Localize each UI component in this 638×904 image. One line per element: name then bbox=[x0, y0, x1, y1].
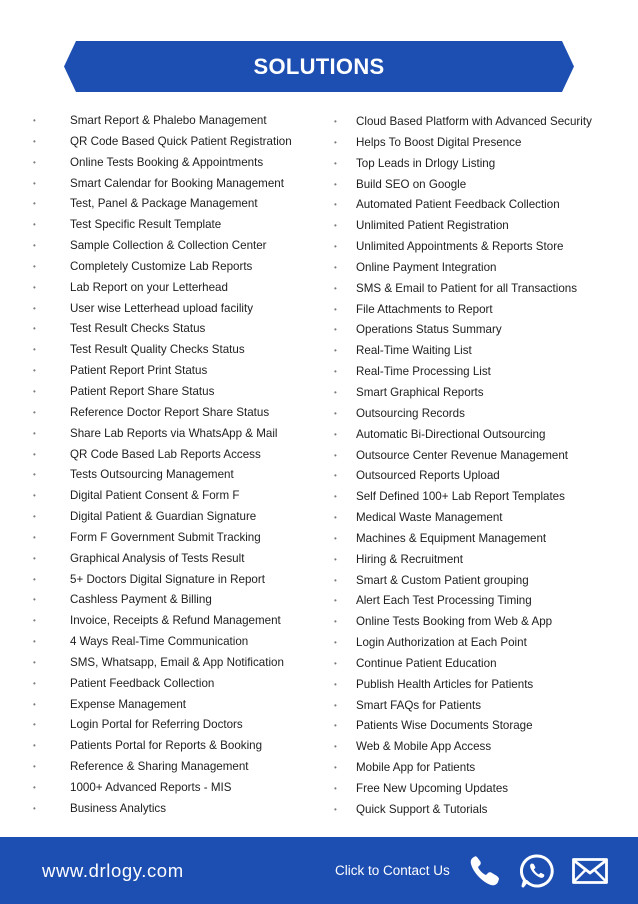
bullet-icon: • bbox=[334, 179, 337, 189]
bullet-icon: • bbox=[33, 199, 36, 209]
list-item bbox=[30, 570, 320, 591]
list-item-label: Patient Report Print Status bbox=[70, 364, 208, 378]
list-item bbox=[30, 778, 320, 799]
bullet-icon: • bbox=[33, 595, 36, 605]
list-item bbox=[331, 175, 631, 196]
bullet-icon: • bbox=[334, 679, 337, 689]
header-banner bbox=[64, 41, 574, 92]
list-item-label: Cashless Payment & Billing bbox=[70, 593, 212, 607]
list-item bbox=[331, 195, 631, 216]
bullet-icon: • bbox=[334, 283, 337, 293]
bullet-icon: • bbox=[334, 242, 337, 252]
list-item-label: 4 Ways Real-Time Communication bbox=[70, 635, 249, 649]
list-item-label: Patients Portal for Reports & Booking bbox=[70, 739, 263, 753]
list-item-label: Real-Time Waiting List bbox=[356, 344, 472, 358]
list-item bbox=[331, 341, 631, 362]
bullet-icon: • bbox=[33, 324, 36, 334]
list-item bbox=[331, 654, 631, 675]
list-item bbox=[331, 466, 631, 487]
bullet-icon: • bbox=[33, 449, 36, 459]
list-item-label: Automated Patient Feedback Collection bbox=[356, 198, 560, 212]
list-item bbox=[331, 154, 631, 175]
list-item bbox=[30, 424, 320, 445]
bullet-icon: • bbox=[33, 741, 36, 751]
list-item bbox=[30, 361, 320, 382]
list-item bbox=[30, 153, 320, 174]
list-item bbox=[331, 279, 631, 300]
list-item-label: Online Tests Booking & Appointments bbox=[70, 155, 264, 169]
list-item-label: Mobile App for Patients bbox=[356, 761, 476, 775]
list-item bbox=[331, 362, 631, 383]
bullet-icon: • bbox=[334, 784, 337, 793]
list-item-label: Smart FAQs for Patients bbox=[356, 698, 481, 712]
list-item-label: User wise Letterhead upload facility bbox=[70, 301, 254, 315]
list-item bbox=[30, 528, 320, 549]
list-item-label: Unlimited Patient Registration bbox=[356, 219, 509, 233]
list-item-label: QR Code Based Quick Patient Registration bbox=[70, 134, 292, 148]
solutions-list-left bbox=[30, 111, 320, 820]
phone-icon[interactable] bbox=[466, 852, 504, 890]
list-item-label: 1000+ Advanced Reports - MIS bbox=[70, 781, 232, 794]
list-item-label: Form F Government Submit Tracking bbox=[70, 530, 261, 544]
list-item-label: QR Code Based Lab Reports Access bbox=[70, 447, 261, 461]
list-item bbox=[30, 757, 320, 778]
bullet-icon: • bbox=[334, 700, 337, 710]
bullet-icon: • bbox=[334, 492, 337, 502]
bullet-icon: • bbox=[33, 157, 36, 167]
bullet-icon: • bbox=[334, 471, 337, 481]
list-item bbox=[30, 715, 320, 736]
bullet-icon: • bbox=[33, 470, 36, 480]
list-item-label: Build SEO on Google bbox=[356, 177, 467, 191]
bullet-icon: • bbox=[334, 117, 337, 126]
list-item-label: Patients Wise Documents Storage bbox=[356, 719, 533, 733]
list-item bbox=[30, 382, 320, 403]
bullet-icon: • bbox=[33, 678, 36, 688]
bullet-icon: • bbox=[334, 137, 337, 147]
bullet-icon: • bbox=[33, 220, 36, 230]
whatsapp-icon[interactable] bbox=[518, 852, 556, 890]
bullet-icon: • bbox=[334, 554, 337, 564]
list-item-label: Smart & Custom Patient grouping bbox=[356, 573, 529, 587]
list-item-label: Real-Time Processing List bbox=[356, 365, 491, 379]
list-item-label: SMS & Email to Patient for all Transactions bbox=[356, 281, 578, 295]
list-item bbox=[331, 696, 631, 717]
list-item-label: Invoice, Receipts & Refund Management bbox=[70, 614, 281, 628]
list-item bbox=[331, 404, 631, 425]
list-item-label: Machines & Equipment Management bbox=[356, 531, 547, 545]
list-item bbox=[30, 507, 320, 528]
list-item-label: Operations Status Summary bbox=[356, 323, 502, 337]
list-item bbox=[30, 299, 320, 320]
list-item bbox=[30, 257, 320, 278]
bullet-icon: • bbox=[33, 553, 36, 563]
list-item-label: Cloud Based Platform with Advanced Security bbox=[356, 115, 592, 128]
bullet-icon: • bbox=[334, 304, 337, 314]
list-item-label: Patient Feedback Collection bbox=[70, 676, 215, 690]
bullet-icon: • bbox=[334, 200, 337, 210]
list-item-label: Share Lab Reports via WhatsApp & Mail bbox=[70, 426, 278, 440]
list-item bbox=[331, 529, 631, 550]
bullet-icon: • bbox=[334, 513, 337, 523]
list-item-label: Completely Customize Lab Reports bbox=[70, 259, 253, 273]
contact-cta-link[interactable]: Click to Contact Us bbox=[335, 863, 450, 878]
footer-bar bbox=[0, 837, 638, 904]
bullet-icon: • bbox=[334, 262, 337, 272]
list-item bbox=[331, 800, 631, 821]
list-item-label: Test Result Quality Checks Status bbox=[70, 343, 245, 357]
list-item bbox=[30, 736, 320, 757]
bullet-icon: • bbox=[334, 346, 337, 356]
list-item-label: Reference Doctor Report Share Status bbox=[70, 405, 270, 419]
list-item-label: Digital Patient Consent & Form F bbox=[70, 489, 240, 503]
bullet-icon: • bbox=[334, 158, 337, 168]
bullet-icon: • bbox=[33, 532, 36, 542]
list-item-label: Digital Patient & Guardian Signature bbox=[70, 510, 257, 524]
list-item bbox=[331, 675, 631, 696]
list-item-label: 5+ Doctors Digital Signature in Report bbox=[70, 572, 265, 586]
bullet-icon: • bbox=[334, 763, 337, 773]
list-item bbox=[331, 237, 631, 258]
bullet-icon: • bbox=[33, 386, 36, 396]
list-item-label: Automatic Bi-Directional Outsourcing bbox=[356, 427, 546, 441]
list-item-label: Quick Support & Tutorials bbox=[356, 802, 488, 816]
list-item bbox=[30, 111, 320, 132]
list-item-label: Sample Collection & Collection Center bbox=[70, 239, 267, 253]
list-item bbox=[30, 445, 320, 466]
bullet-icon: • bbox=[334, 596, 337, 606]
list-item bbox=[30, 278, 320, 299]
list-item-label: Continue Patient Education bbox=[356, 656, 497, 670]
list-item bbox=[30, 611, 320, 632]
list-item-label: Graphical Analysis of Tests Result bbox=[70, 551, 245, 565]
list-item-label: File Attachments to Report bbox=[356, 302, 493, 316]
list-item-label: Unlimited Appointments & Reports Store bbox=[356, 240, 564, 254]
list-item-label: Top Leads in Drlogy Listing bbox=[356, 156, 496, 170]
list-item bbox=[30, 590, 320, 611]
bullet-icon: • bbox=[334, 804, 337, 814]
bullet-icon: • bbox=[334, 721, 337, 731]
bullet-icon: • bbox=[33, 282, 36, 292]
list-item bbox=[30, 799, 320, 820]
bullet-icon: • bbox=[334, 408, 337, 418]
list-item bbox=[30, 403, 320, 424]
bullet-icon: • bbox=[33, 783, 36, 792]
bullet-icon: • bbox=[33, 574, 36, 584]
list-item-label: Patient Report Share Status bbox=[70, 384, 215, 398]
bullet-icon: • bbox=[334, 325, 337, 335]
list-item-label: Helps To Boost Digital Presence bbox=[356, 135, 522, 149]
bullet-icon: • bbox=[334, 387, 337, 397]
list-item bbox=[331, 716, 631, 737]
list-item-label: Publish Health Articles for Patients bbox=[356, 677, 534, 691]
list-item bbox=[331, 612, 631, 633]
list-item bbox=[30, 194, 320, 215]
list-item-label: Online Payment Integration bbox=[356, 260, 497, 274]
list-item bbox=[331, 383, 631, 404]
bullet-icon: • bbox=[33, 720, 36, 730]
list-item-label: Smart Calendar for Booking Management bbox=[70, 176, 284, 190]
bullet-icon: • bbox=[33, 261, 36, 271]
list-item bbox=[331, 300, 631, 321]
list-item bbox=[331, 133, 631, 154]
bullet-icon: • bbox=[334, 429, 337, 439]
list-item-label: Login Authorization at Each Point bbox=[356, 636, 527, 650]
bullet-icon: • bbox=[33, 116, 36, 125]
bullet-icon: • bbox=[334, 450, 337, 460]
bullet-icon: • bbox=[33, 303, 36, 313]
bullet-icon: • bbox=[33, 637, 36, 647]
list-item-label: Reference & Sharing Management bbox=[70, 760, 249, 774]
bullet-icon: • bbox=[33, 699, 36, 709]
list-item-label: Login Portal for Referring Doctors bbox=[70, 718, 243, 732]
list-item bbox=[30, 632, 320, 653]
list-item-label: Outsourced Reports Upload bbox=[356, 469, 500, 483]
bullet-icon: • bbox=[334, 617, 337, 627]
list-item bbox=[30, 340, 320, 361]
list-item bbox=[331, 425, 631, 446]
list-item bbox=[331, 550, 631, 571]
website-link[interactable]: www.drlogy.com bbox=[42, 860, 184, 881]
list-item-label: Expense Management bbox=[70, 697, 187, 711]
list-item-label: Smart Graphical Reports bbox=[356, 385, 484, 399]
list-item bbox=[331, 216, 631, 237]
page-title: SOLUTIONS bbox=[253, 53, 385, 79]
list-item-label: Test Result Checks Status bbox=[70, 322, 206, 336]
list-item-label: Smart Report & Phalebo Management bbox=[70, 114, 267, 127]
solutions-list-right bbox=[331, 112, 631, 821]
bullet-icon: • bbox=[33, 512, 36, 522]
list-item bbox=[331, 487, 631, 508]
list-item-label: Alert Each Test Processing Timing bbox=[356, 594, 532, 608]
bullet-icon: • bbox=[334, 221, 337, 231]
list-item bbox=[331, 320, 631, 341]
list-item-label: Hiring & Recruitment bbox=[356, 552, 463, 566]
list-item bbox=[30, 236, 320, 257]
bullet-icon: • bbox=[33, 366, 36, 376]
list-item bbox=[331, 258, 631, 279]
list-item bbox=[331, 508, 631, 529]
list-item bbox=[331, 571, 631, 592]
list-item-label: Online Tests Booking from Web & App bbox=[356, 615, 553, 629]
bullet-icon: • bbox=[33, 136, 36, 146]
list-item-label: Test, Panel & Package Management bbox=[70, 197, 258, 211]
list-item-label: Outsourcing Records bbox=[356, 406, 465, 420]
list-item-label: Lab Report on your Letterhead bbox=[70, 280, 228, 294]
list-item bbox=[331, 737, 631, 758]
bullet-icon: • bbox=[334, 575, 337, 585]
list-item-label: Free New Upcoming Updates bbox=[356, 782, 509, 795]
bullet-icon: • bbox=[33, 616, 36, 626]
list-item-label: Medical Waste Management bbox=[356, 511, 503, 525]
list-item bbox=[331, 779, 631, 800]
bullet-icon: • bbox=[33, 428, 36, 438]
bullet-icon: • bbox=[334, 533, 337, 543]
list-item bbox=[30, 674, 320, 695]
list-item bbox=[30, 695, 320, 716]
list-item-label: Outsource Center Revenue Management bbox=[356, 448, 569, 462]
list-item bbox=[331, 446, 631, 467]
mail-icon[interactable] bbox=[571, 852, 609, 890]
list-item bbox=[331, 633, 631, 654]
bullet-icon: • bbox=[334, 367, 337, 377]
list-item-label: Business Analytics bbox=[70, 801, 167, 815]
bullet-icon: • bbox=[33, 803, 36, 813]
list-item bbox=[30, 653, 320, 674]
list-item-label: SMS, Whatsapp, Email & App Notification bbox=[70, 655, 284, 669]
list-item-label: Tests Outsourcing Management bbox=[70, 468, 234, 482]
list-item bbox=[331, 758, 631, 779]
list-item bbox=[30, 486, 320, 507]
bullet-icon: • bbox=[334, 658, 337, 668]
list-item bbox=[30, 132, 320, 153]
list-item-label: Test Specific Result Template bbox=[70, 218, 222, 232]
bullet-icon: • bbox=[334, 742, 337, 752]
list-item bbox=[30, 215, 320, 236]
list-item bbox=[30, 465, 320, 486]
bullet-icon: • bbox=[33, 241, 36, 251]
bullet-icon: • bbox=[334, 638, 337, 648]
bullet-icon: • bbox=[33, 178, 36, 188]
list-item bbox=[331, 591, 631, 612]
list-item bbox=[30, 549, 320, 570]
list-item bbox=[30, 319, 320, 340]
list-item-label: Self Defined 100+ Lab Report Templates bbox=[356, 490, 565, 504]
list-item bbox=[30, 174, 320, 195]
list-item-label: Web & Mobile App Access bbox=[356, 740, 492, 754]
list-item bbox=[331, 112, 631, 133]
bullet-icon: • bbox=[33, 657, 36, 667]
bullet-icon: • bbox=[33, 407, 36, 417]
bullet-icon: • bbox=[33, 491, 36, 501]
bullet-icon: • bbox=[33, 345, 36, 355]
bullet-icon: • bbox=[33, 762, 36, 772]
